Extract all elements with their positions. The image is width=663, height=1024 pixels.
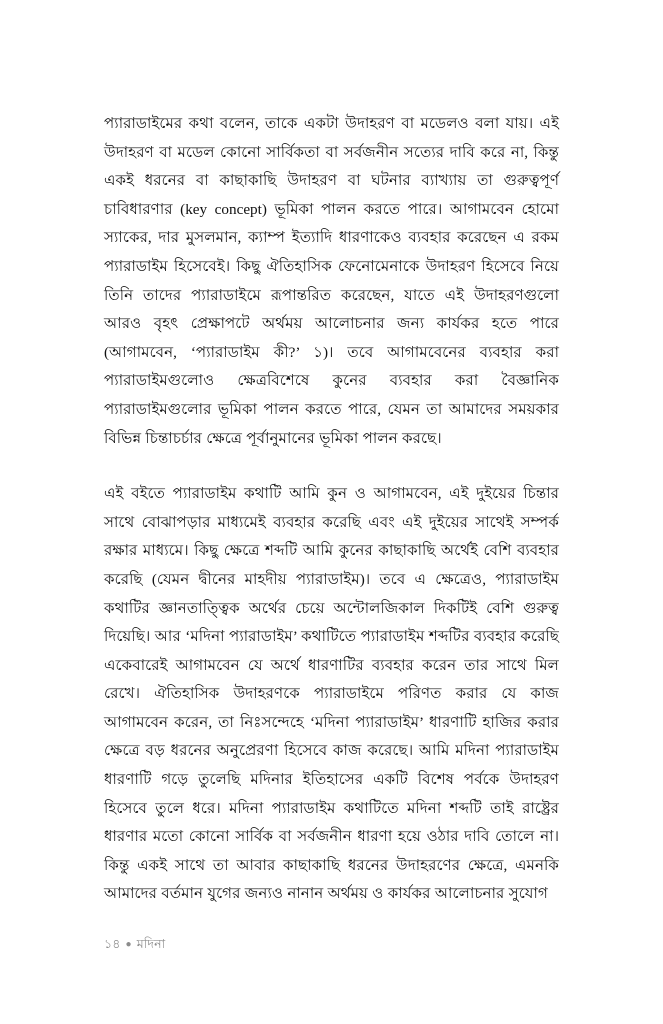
page-number: ১৪: [104, 937, 121, 951]
footer-book-title: মদিনা: [136, 937, 166, 951]
page-text-block: [104, 110, 559, 909]
page-footer: [104, 936, 559, 953]
paragraph-2: এই বইতে প্যারাডাইম কথাটি আমি কুন ও আগামবেন, এই দুইয়ের চিন্তার সাথে বোঝাপড়ার মাধ্যমেই ব্যবহার করেছি এবং এই দুইয়ের সাথেই সম্পর্ক রক্ষার মাধ্যমে। কিছু ক্ষেত্রে শব্দটি আমি কুনের কাছাকাছি অর্থেই বেশি ব্যবহার করেছি (যেমন দ্বীনের মাহদীয় প্যারাডাইম)। তবে এ ক্ষেত্রেও, প্যারাডাইম কথাটির জ্ঞানতাত্ত্বিক অর্থের চেয়ে অন্টোলজিকাল দিকটিই বেশি গুরুত্ব দিয়েছি। আর ‘মদিনা প্যারাডাইম’ কথাটিতে প্যারাডাইম শব্দটির ব্যবহার করেছি একেবারেই আগামবেন যে অর্থে ধারণাটির ব্যবহার করেন তার সাথে মিল রেখে। ঐতিহাসিক উদাহরণকে প্যারাডাইমে পরিণত করার যে কাজ আগামবেন করেন, তা নিঃসন্দেহে ‘মদিনা প্যারাডাইম’ ধারণাটি হাজির করার ক্ষেত্রে বড় ধরনের অনুপ্রেরণা হিসেবে কাজ করেছে। আমি মদিনা প্যারাডাইম ধারণাটি গড়ে তুলেছি মদিনার ইতিহাসের একটি বিশেষ পর্বকে উদাহরণ হিসেবে তুলে ধরে। মদিনা প্যারাডাইম কথাটিতে মদিনা শব্দটি তাই রাষ্ট্রের ধারণার মতো কোনো সার্বিক বা সর্বজনীন ধারণা হয়ে ওঠার দাবি তোলে না। কিন্তু একই সাথে তা আবার কাছাকাছি ধরনের উদাহরণের ক্ষেত্রে, এমনকি আমাদের বর্তমান যুগের জন্যও নানান অর্থময় ও কার্যকর আলোচনার সুযোগ: [104, 485, 559, 903]
bullet-separator-icon: ●: [125, 939, 132, 951]
paragraph-1: প্যারাডাইমের কথা বলেন, তাকে একটা উদাহরণ বা মডেলও বলা যায়। এই উদাহরণ বা মডেল কোনো সার্বিকতা বা সর্বজনীন সত্যের দাবি করে না, কিন্তু একই ধরনের বা কাছাকাছি উদাহরণ বা ঘটনার ব্যাখ্যায় তা গুরুত্বপূর্ণ চাবিধারণার (key concept) ভূমিকা পালন করতে পারে। আগামবেন হোমো স্যাকের, দার মুসলমান, ক্যাম্প ইত্যাদি ধারণাকেও ব্যবহার করেছেন এ রকম প্যারাডাইম হিসেবেই। কিছু ঐতিহাসিক ফেনোমেনাকে উদাহরণ হিসেবে নিয়ে তিনি তাদের প্যারাডাইমে রূপান্তরিত করেছেন, যাতে এই উদাহরণগুলো আরও বৃহৎ প্রেক্ষাপটে অর্থময় আলোচনার জন্য কার্যকর হতে পারে (আগামবেন, ‘প্যারাডাইম কী?’ ১)। তবে আগামবেনের ব্যবহার করা প্যারাডাইমগুলোও ক্ষেত্রবিশেষে কুনের ব্যবহার করা বৈজ্ঞানিক প্যারাডাইমগুলোর ভূমিকা পালন করতে পারে, যেমন তা আমাদের সময়কার বিভিন্ন চিন্তাচর্চার ক্ষেত্রে পূর্বানুমানের ভূমিকা পালন করছে।: [104, 115, 559, 447]
